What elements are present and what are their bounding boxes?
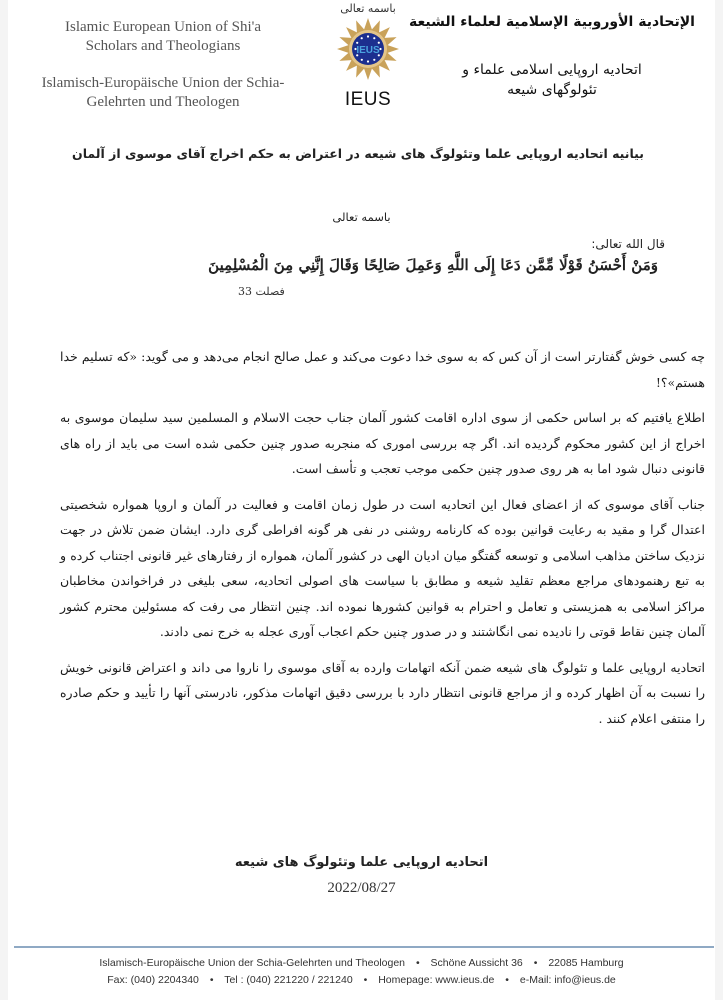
ieus-logo-icon: [336, 17, 400, 81]
header-arabic: [407, 14, 697, 100]
bullet-separator: •: [209, 974, 214, 986]
header-german-name: Islamisch-Europäische Union der Schia-Gelehrten und Theologen: [41, 75, 285, 110]
header-english: [38, 18, 288, 112]
letter-page: [8, 0, 715, 1000]
verse-reference: فصلت 33: [238, 285, 285, 298]
logo-star-dot: [373, 59, 375, 61]
footer-phone: Tel : (040) 221220 / 221240: [224, 974, 353, 986]
logo-text: IEUS: [356, 45, 380, 56]
header-logo-block: [323, 2, 413, 111]
statement-date: 2022/08/27: [327, 880, 396, 896]
header-bismillah: باسمه تعالی: [340, 2, 396, 15]
logo-star-dot: [373, 37, 375, 39]
signature: اتحادیه اروپایی علما وتئولوگ های شیعه: [234, 855, 489, 870]
paragraph: اتحادیه اروپایی علما و تئولوگ های شیعه ضمن آنکه اتهامات وارده به آقای موسوی را ناروا می داند و اعتراض قانونی خویش را نسبت به آن اظهار کرده و از مراجع قانونی انتظار دارد با بررسی دقیق اتهامات مذکور، نادرستی آنها را تأیید و حکم صادره را منتفی اعلام کنند .: [60, 659, 705, 726]
footer-divider: [14, 946, 714, 948]
footer-line-2: [8, 972, 715, 989]
footer-homepage-link[interactable]: Homepage: www.ieus.de: [378, 974, 495, 986]
logo-star-dot: [378, 42, 380, 44]
logo-star-dot: [356, 42, 358, 44]
logo-star-dot: [367, 35, 369, 37]
quran-verse: وَمَنْ أَحْسَنُ قَوْلًا مِّمَّن دَعَا إِلَى اللَّهِ وَعَمِلَ صَالِحًا وَقَالَ إِنَّنِي مِنَ الْمُسْلِمِينَ: [208, 256, 658, 274]
footer-city: 22085 Hamburg: [548, 957, 624, 969]
paragraph: چه کسی خوش گفتارتر است از آن کس که به سوی خدا دعوت می‌کند و عمل صالح انجام می‌دهد و می گوید: «که تسلیم خدا هستم»؟!: [60, 349, 705, 390]
header-persian-name-line2: تئولوگهای شیعه: [507, 82, 597, 98]
logo-star-dot: [367, 60, 369, 62]
logo-star-dot: [379, 48, 381, 50]
bullet-separator: •: [363, 974, 368, 986]
quote-intro: قال الله تعالی:: [591, 237, 665, 251]
footer-line-1: [8, 955, 715, 972]
footer-fax: Fax: (040) 2204340: [107, 974, 199, 986]
statement-body: [60, 344, 705, 741]
header-abbreviation: IEUS: [344, 89, 392, 110]
footer: [8, 955, 715, 989]
logo-star-dot: [361, 37, 363, 39]
footer-email-link[interactable]: e-Mail: info@ieus.de: [519, 974, 616, 986]
header-english-name: Islamic European Union of Shi'a Scholars and Theologians: [65, 19, 261, 54]
header-arabic-name: الإتحادية الأوروبية الإسلامية لعلماء الشيعة: [409, 14, 695, 30]
statement-title: بیانیه اتحادیه اروپایی علما وتئولوگ های شیعه در اعتراض به حکم اخراج آقای موسوی از آلمان: [72, 146, 644, 161]
logo-star-dot: [361, 59, 363, 61]
bullet-separator: •: [505, 974, 509, 986]
paragraph: اطلاع یافتیم که بر اساس حکمی از سوی اداره اقامت کشور آلمان جناب حجت الاسلام و المسلمین سید سلیمان موسوی به اخراج از این کشور محکوم گردیده اند. اگر چه بررسی اموری که منجربه صدور چنین حکمی شده است می باید از راه های قانونی دنبال شود اما به هر روی صدور چنین حکمی موجب تعجب و تأسف است.: [60, 410, 705, 476]
bullet-separator: •: [533, 957, 538, 969]
footer-org-name: Islamisch-Europäische Union der Schia-Gelehrten und Theologen: [99, 957, 406, 969]
header-persian-name-line1: اتحادیه اروپایی اسلامی علماء و: [462, 62, 642, 78]
bullet-separator: •: [415, 957, 420, 969]
body-bismillah: باسمه تعالی: [332, 210, 391, 224]
paragraph: جناب آقای موسوی که از اعضای فعال این اتحادیه است در طول زمان اقامت و فعالیت در آلمان و اروپا همواره شخصیتی اعتدال گرا و مقید به رعایت قوانین بوده که کارنامه روشنی در نفی هر گونه افراطی گری دارد. ایشان ضمن تلاش در جهت نزدیک ساختن مذاهب اسلامی و توسعه گفتگو میان ادیان الهی در کشور آلمان، همواره از رفتارهای غیر قانونی اجتناب کرده و به تبع رهنمودهای مراجع معظم تقلید شیعه و مطابق با سیاست های اصولی اتحادیه، سعی بلیغی در فراخواندن مخاطبان مراکز اسلامی به همزیستی و تعامل و احترام به قوانین کشورها نموده اند. چنین انتظار می رفت که مسئولین محترم کشور آلمان چنین نقاط قوتی را نادیده نمی انگاشتند و در صدور چنین حکم اعجاب آوری عجله به خرج نمی دادند.: [60, 496, 705, 639]
footer-street: Schöne Aussicht 36: [430, 957, 523, 969]
